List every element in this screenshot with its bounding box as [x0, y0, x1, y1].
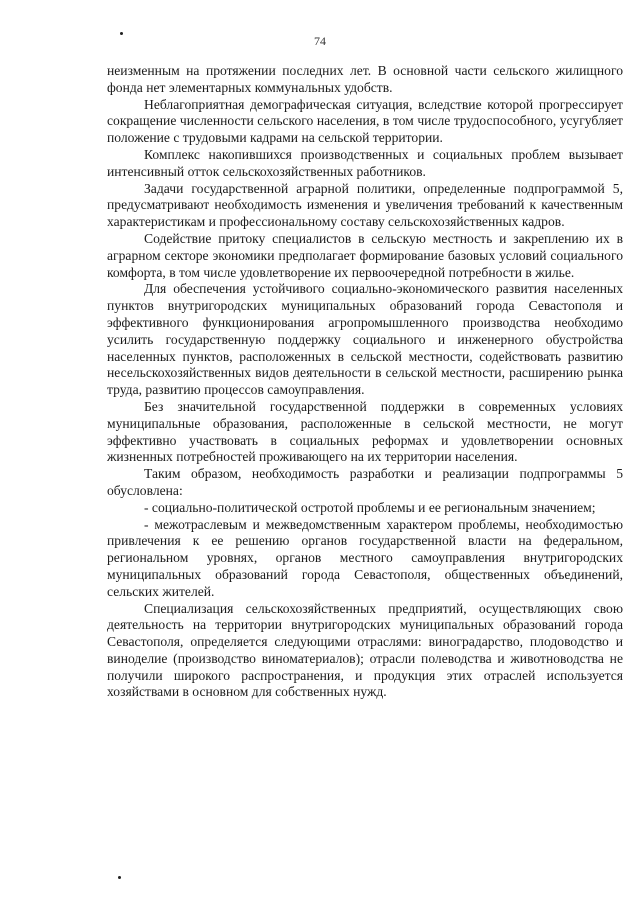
paragraph: неизменным на протяжении последних лет. В основной части сельского жилищного фонда нет элементарных коммунальных удобств.: [107, 63, 623, 95]
paragraph: Без значительной государственной поддержки в современных условиях муниципальные образования, расположенные в сельской местности, не могут эффективно участвовать в социальных реформах и удовлетворении основных жизненных потребностей проживающего на их территории населения.: [107, 398, 623, 465]
paragraph: Комплекс накопившихся производственных и социальных проблем вызывает интенсивный отток сельскохозяйственных работников.: [107, 146, 623, 179]
page-number: 74: [314, 34, 326, 48]
list-item: - социально-политической остротой проблемы и ее региональным значением;: [144, 499, 596, 515]
paragraph: Содействие притоку специалистов в сельскую местность и закреплению их в аграрном секторе экономики предполагает формирование базовых условий социального комфорта, в том числе удовлетворение их первоочередной потребности в жилье.: [107, 230, 623, 280]
paragraph: Для обеспечения устойчивого социально-экономического развития населенных пунктов внутригородских муниципальных образований города Севастополя и эффективного функционирования агропромышленного производства необходимо усилить государственную поддержку социального и инженерного обустройства населенных пунктов, расположенных в сельской местности, содействовать развитию несельскохозяйственных видов деятельности в сельской местности, расширению рынка труда, развитию процессов самоуправления.: [107, 281, 623, 398]
scan-speck: [118, 876, 121, 879]
paragraph: Неблагоприятная демографическая ситуация, вследствие которой прогрессирует сокращение численности сельского населения, в том числе трудоспособного, усугубляет положение с трудовыми кадрами на сельской территории.: [107, 96, 623, 146]
paragraph: Задачи государственной аграрной политики, определенные подпрограммой 5, предусматривают необходимость изменения и увеличения требований к качественным характеристикам и профессиональному составу сельскохозяйственных кадров.: [107, 180, 623, 230]
list-item: - межотраслевым и межведомственным характером проблемы, необходимостью привлечения к ее решению органов государственной власти на федеральном, региональном уровнях, органов местного самоуправления внутригородских муниципальных образований города Севастополя, общественных объединений, сельских жителей.: [107, 516, 623, 599]
document-body: [107, 63, 623, 701]
paragraph: Таким образом, необходимость разработки и реализации подпрограммы 5 обусловлена:: [107, 466, 623, 498]
paragraph: Специализация сельскохозяйственных предприятий, осуществляющих свою деятельность на территории внутригородских муниципальных образований города Севастополя, определяется следующими отраслями: виноградарство, плодоводство и виноделие (производство виноматериалов); отрасли полеводства и животноводства не получили широкого распространения, и продукция этих отраслей используется хозяйствами в основном для собственных нужд.: [107, 600, 623, 700]
